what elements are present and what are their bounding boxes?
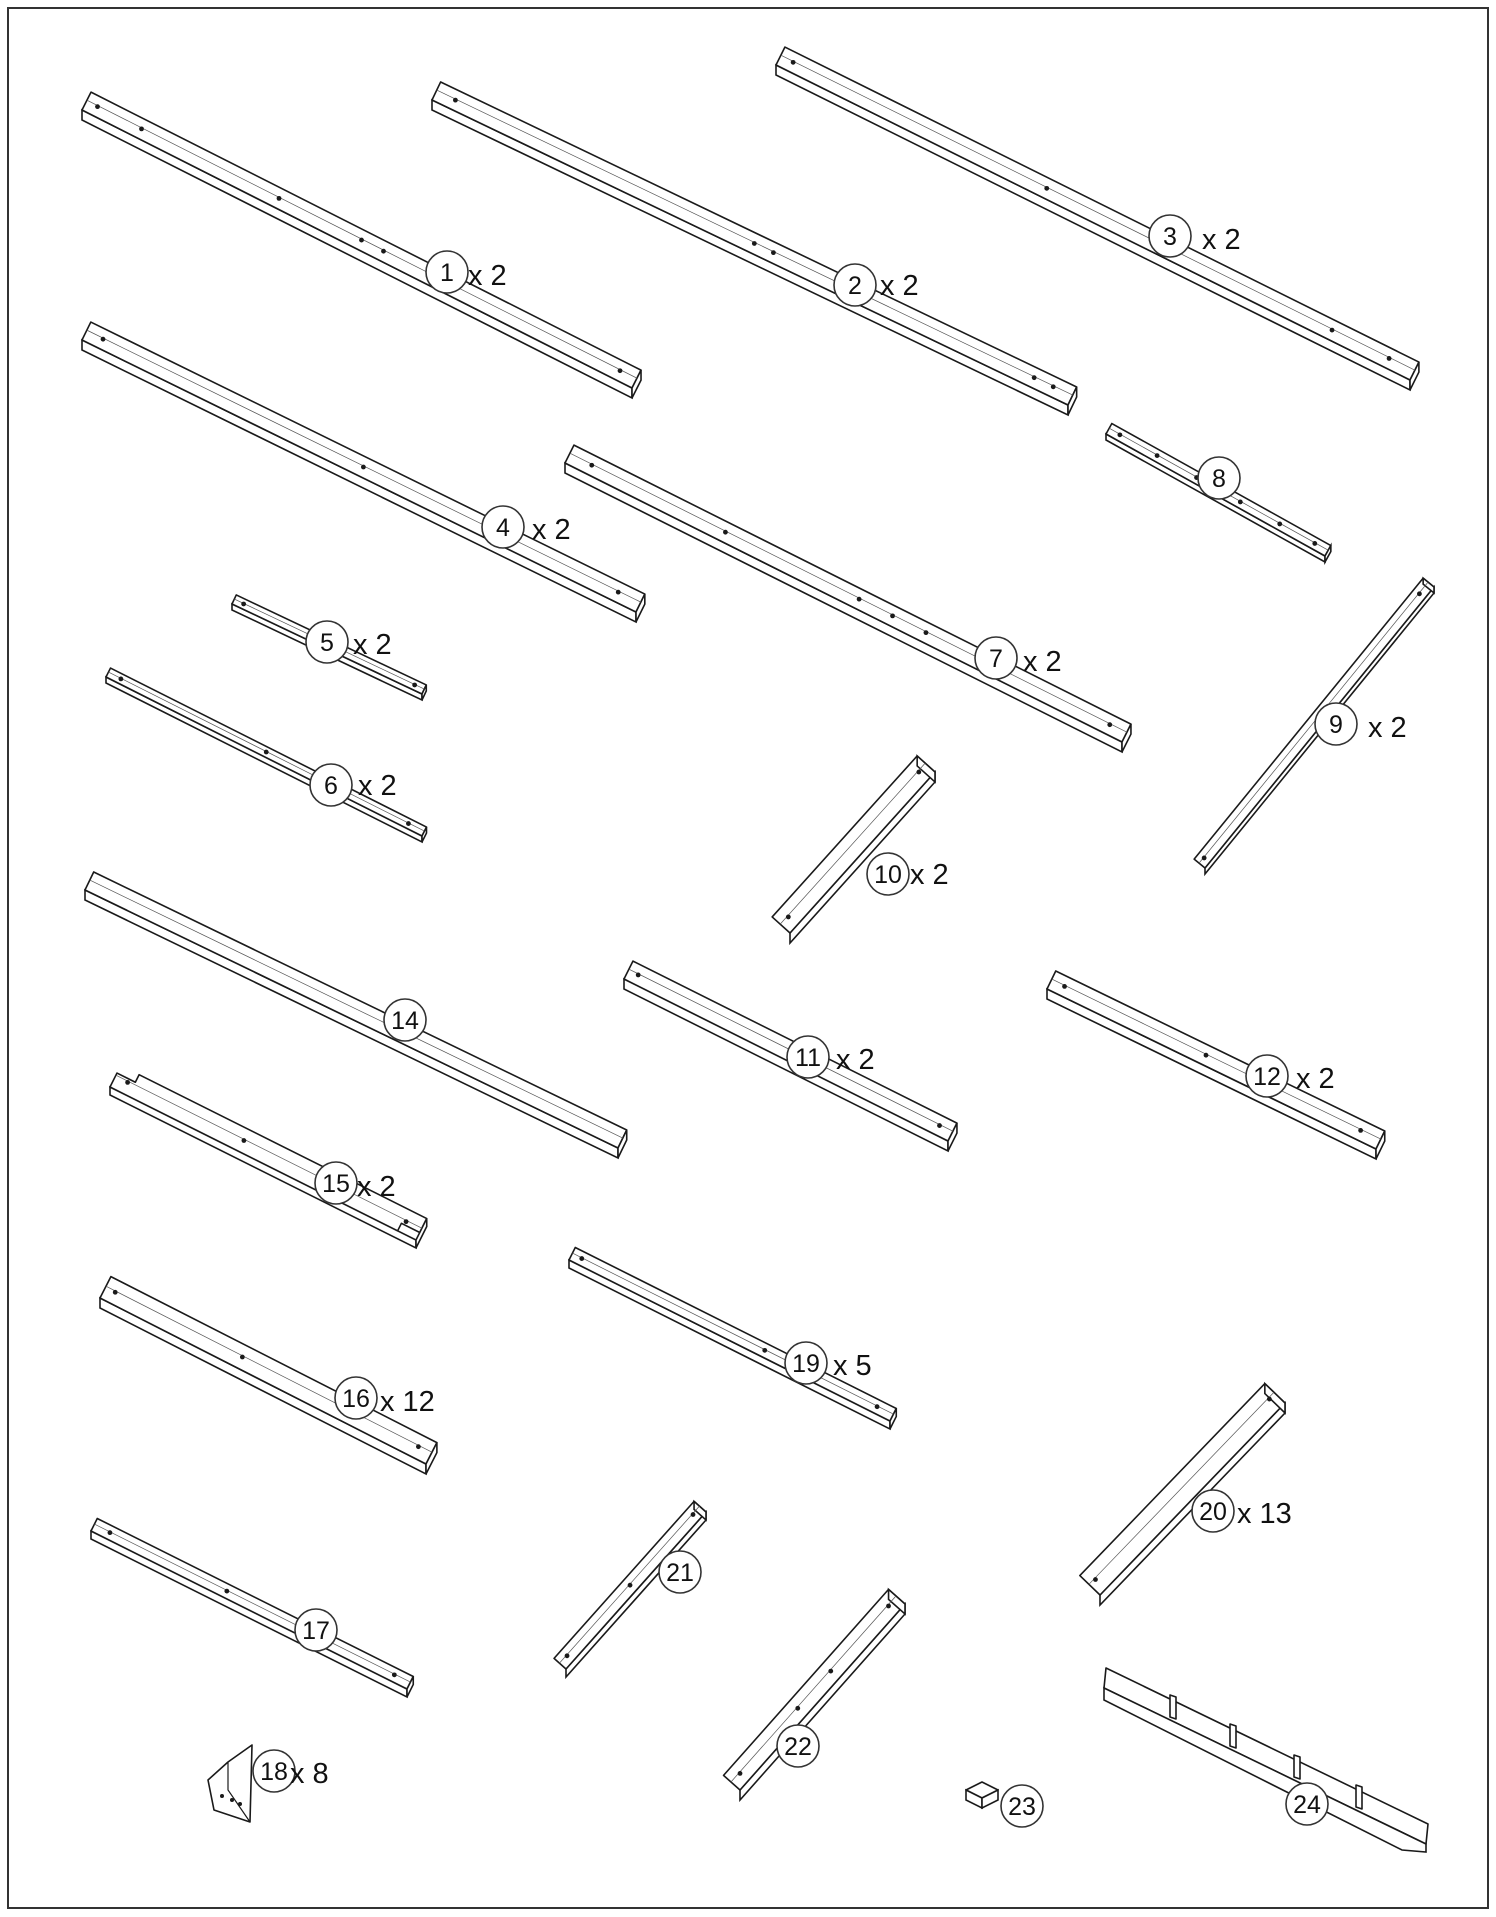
- part-3-side-face: [776, 65, 1410, 390]
- part-22-screw-hole-1: [738, 1771, 743, 1776]
- part-4-screw-hole-1: [101, 337, 106, 342]
- part-2: [432, 82, 1077, 415]
- part-10: [772, 756, 949, 943]
- part-19-screw-hole-3: [875, 1404, 880, 1409]
- part-9-number: 9: [1329, 711, 1343, 739]
- part-24: [1104, 1668, 1428, 1852]
- part-2-screw-hole-3: [771, 250, 776, 255]
- part-22-screw-hole-4: [886, 1604, 891, 1609]
- part-22-screw-hole-3: [828, 1669, 833, 1674]
- part-5-quantity: x 2: [353, 629, 392, 661]
- part-11: [624, 961, 957, 1151]
- part-7-side-face: [565, 463, 1122, 752]
- part-2-screw-hole-1: [453, 98, 458, 103]
- part-19-top-face: [569, 1247, 896, 1421]
- part-12-quantity: x 2: [1296, 1063, 1335, 1095]
- part-22-screw-hole-2: [795, 1706, 800, 1711]
- part-20: [1080, 1384, 1292, 1605]
- part-3-quantity: x 2: [1202, 224, 1241, 256]
- part-20-top-face: [1080, 1384, 1285, 1595]
- part-16-number: 16: [342, 1385, 370, 1413]
- part-15: [110, 1073, 427, 1248]
- part-5-screw-hole-3: [412, 683, 417, 688]
- part-16-groove-line: [106, 1286, 432, 1452]
- part-1-screw-hole-6: [618, 368, 623, 373]
- part-21-screw-hole-1: [565, 1653, 570, 1658]
- part-1-screw-hole-5: [381, 249, 386, 254]
- part-9-quantity: x 2: [1368, 712, 1407, 744]
- part-19-number: 19: [792, 1350, 820, 1378]
- part-4-side-face: [82, 340, 636, 622]
- part-18-screw-hole-1: [220, 1794, 224, 1798]
- part-15-groove-line: [116, 1075, 422, 1228]
- part-12: [1047, 971, 1385, 1159]
- part-15-screw-hole-3: [404, 1219, 409, 1224]
- part-6-number: 6: [324, 772, 338, 800]
- part-3-screw-hole-2: [1044, 186, 1049, 191]
- part-1-screw-hole-2: [139, 126, 144, 131]
- part-8-screw-hole-1: [1117, 432, 1122, 437]
- part-18-gusset-face: [208, 1745, 252, 1822]
- part-10-groove-line: [780, 763, 925, 924]
- part-4: [82, 322, 645, 622]
- part-8-screw-hole-4: [1238, 500, 1243, 505]
- part-21-screw-hole-2: [628, 1583, 633, 1588]
- part-15-top-face: [110, 1073, 427, 1232]
- part-12-screw-hole-1: [1062, 984, 1067, 989]
- part-18-screw-hole-3: [238, 1802, 242, 1806]
- part-9-screw-hole-2: [1417, 591, 1422, 596]
- part-22: [724, 1589, 905, 1800]
- part-5-number: 5: [320, 629, 334, 657]
- part-11-screw-hole-1: [636, 973, 641, 978]
- part-6-screw-hole-2: [264, 750, 269, 755]
- part-4-screw-hole-3: [616, 590, 621, 595]
- part-12-top-face: [1047, 971, 1385, 1149]
- part-12-screw-hole-2: [1204, 1053, 1209, 1058]
- part-7-screw-hole-1: [589, 463, 594, 468]
- part-15-screw-hole-2: [241, 1138, 246, 1143]
- part-10-screw-hole-2: [916, 770, 921, 775]
- part-24-number: 24: [1293, 1791, 1321, 1819]
- part-6-side-face: [106, 677, 422, 842]
- part-17-screw-hole-2: [224, 1589, 229, 1594]
- part-1-number: 1: [440, 259, 454, 287]
- part-10-side-face: [790, 772, 935, 943]
- part-24-cleat-3: [1294, 1755, 1300, 1779]
- part-2-screw-hole-2: [752, 241, 757, 246]
- part-24-cleat-2: [1230, 1724, 1236, 1748]
- part-1-screw-hole-4: [359, 238, 364, 243]
- part-17: [91, 1518, 413, 1697]
- part-2-number: 2: [848, 272, 862, 300]
- part-8-screw-hole-6: [1312, 541, 1317, 546]
- part-5: [232, 595, 426, 700]
- part-16-screw-hole-2: [240, 1355, 245, 1360]
- part-16: [100, 1277, 437, 1474]
- part-6-quantity: x 2: [358, 770, 397, 802]
- part-4-screw-hole-2: [361, 465, 366, 470]
- part-20-quantity: x 13: [1237, 1498, 1292, 1530]
- part-18-number: 18: [260, 1758, 288, 1786]
- part-18: [208, 1745, 329, 1822]
- part-9: [1194, 578, 1434, 874]
- part-15-number: 15: [322, 1170, 350, 1198]
- part-11-quantity: x 2: [836, 1044, 875, 1076]
- part-19-quantity: x 5: [833, 1350, 872, 1382]
- part-3-screw-hole-3: [1330, 328, 1335, 333]
- part-7-screw-hole-6: [1107, 722, 1112, 727]
- part-21-screw-hole-3: [691, 1512, 696, 1517]
- part-11-screw-hole-2: [937, 1123, 942, 1128]
- part-16-quantity: x 12: [380, 1386, 435, 1418]
- part-2-quantity: x 2: [880, 270, 919, 302]
- part-10-screw-hole-1: [786, 915, 791, 920]
- part-24-cleat-4: [1356, 1785, 1362, 1809]
- part-21-number: 21: [666, 1559, 694, 1587]
- part-20-groove-line: [1089, 1392, 1274, 1584]
- part-15-screw-hole-1: [125, 1080, 130, 1085]
- part-17-top-face: [91, 1518, 413, 1689]
- part-7-top-face: [565, 445, 1131, 742]
- part-6: [106, 668, 426, 842]
- part-7-number: 7: [989, 645, 1003, 673]
- part-20-screw-hole-2: [1267, 1397, 1272, 1402]
- part-6-screw-hole-3: [406, 821, 411, 826]
- part-19: [569, 1247, 896, 1429]
- part-17-screw-hole-3: [392, 1672, 397, 1677]
- part-10-quantity: x 2: [910, 859, 949, 891]
- part-9-screw-hole-1: [1202, 856, 1207, 861]
- part-19-side-face: [569, 1260, 890, 1429]
- part-21: [554, 1501, 706, 1677]
- part-3-top-face: [776, 47, 1419, 380]
- part-8-number: 8: [1212, 465, 1226, 493]
- part-22-number: 22: [784, 1733, 812, 1761]
- part-1-quantity: x 2: [468, 260, 507, 292]
- part-18-screw-hole-2: [230, 1798, 234, 1802]
- part-6-screw-hole-1: [118, 676, 123, 681]
- part-24-rail-face: [1104, 1668, 1428, 1844]
- part-20-screw-hole-1: [1093, 1577, 1098, 1582]
- part-3: [776, 47, 1419, 390]
- part-24-cleat-1: [1170, 1695, 1176, 1719]
- part-5-screw-hole-1: [241, 602, 246, 607]
- part-11-number: 11: [795, 1044, 821, 1072]
- part-15-quantity: x 2: [357, 1171, 396, 1203]
- part-8-screw-hole-2: [1155, 453, 1160, 458]
- part-3-screw-hole-1: [791, 60, 796, 65]
- part-3-number: 3: [1163, 223, 1177, 251]
- part-4-quantity: x 2: [532, 514, 571, 546]
- part-18-quantity: x 8: [290, 1758, 329, 1790]
- part-12-screw-hole-3: [1358, 1128, 1363, 1133]
- part-7-screw-hole-4: [890, 613, 895, 618]
- part-7-groove-line: [570, 453, 1127, 732]
- part-16-top-face: [100, 1277, 437, 1464]
- part-10-number: 10: [874, 861, 902, 889]
- part-17-groove-line: [94, 1524, 410, 1682]
- part-16-screw-hole-1: [113, 1290, 118, 1295]
- part-8: [1106, 424, 1331, 562]
- part-7-quantity: x 2: [1023, 646, 1062, 678]
- part-12-number: 12: [1253, 1063, 1281, 1091]
- part-22-side-face: [740, 1604, 905, 1800]
- part-7-screw-hole-2: [723, 530, 728, 535]
- part-7-screw-hole-3: [857, 597, 862, 602]
- part-17-number: 17: [302, 1617, 330, 1645]
- part-3-screw-hole-4: [1387, 356, 1392, 361]
- part-23-number: 23: [1008, 1793, 1036, 1821]
- part-8-screw-hole-5: [1277, 522, 1282, 527]
- part-24-rail-side: [1104, 1688, 1426, 1852]
- part-7: [565, 445, 1131, 752]
- part-17-side-face: [91, 1531, 407, 1697]
- part-17-screw-hole-1: [108, 1530, 113, 1535]
- part-23: [966, 1782, 1043, 1827]
- part-14-number: 14: [391, 1007, 419, 1035]
- part-1-screw-hole-1: [95, 104, 100, 109]
- part-19-screw-hole-2: [762, 1348, 767, 1353]
- part-2-screw-hole-4: [1032, 375, 1037, 380]
- part-16-side-face: [100, 1298, 426, 1474]
- part-19-screw-hole-1: [579, 1256, 584, 1261]
- part-16-screw-hole-3: [416, 1444, 421, 1449]
- part-11-side-face: [624, 979, 948, 1151]
- part-4-number: 4: [496, 514, 510, 542]
- part-1-screw-hole-3: [277, 196, 282, 201]
- part-2-screw-hole-5: [1051, 384, 1056, 389]
- part-7-screw-hole-5: [924, 630, 929, 635]
- part-12-groove-line: [1052, 979, 1381, 1139]
- part-15-side-face: [110, 1087, 416, 1248]
- part-20-number: 20: [1199, 1498, 1227, 1526]
- part-19-groove-line: [572, 1253, 893, 1414]
